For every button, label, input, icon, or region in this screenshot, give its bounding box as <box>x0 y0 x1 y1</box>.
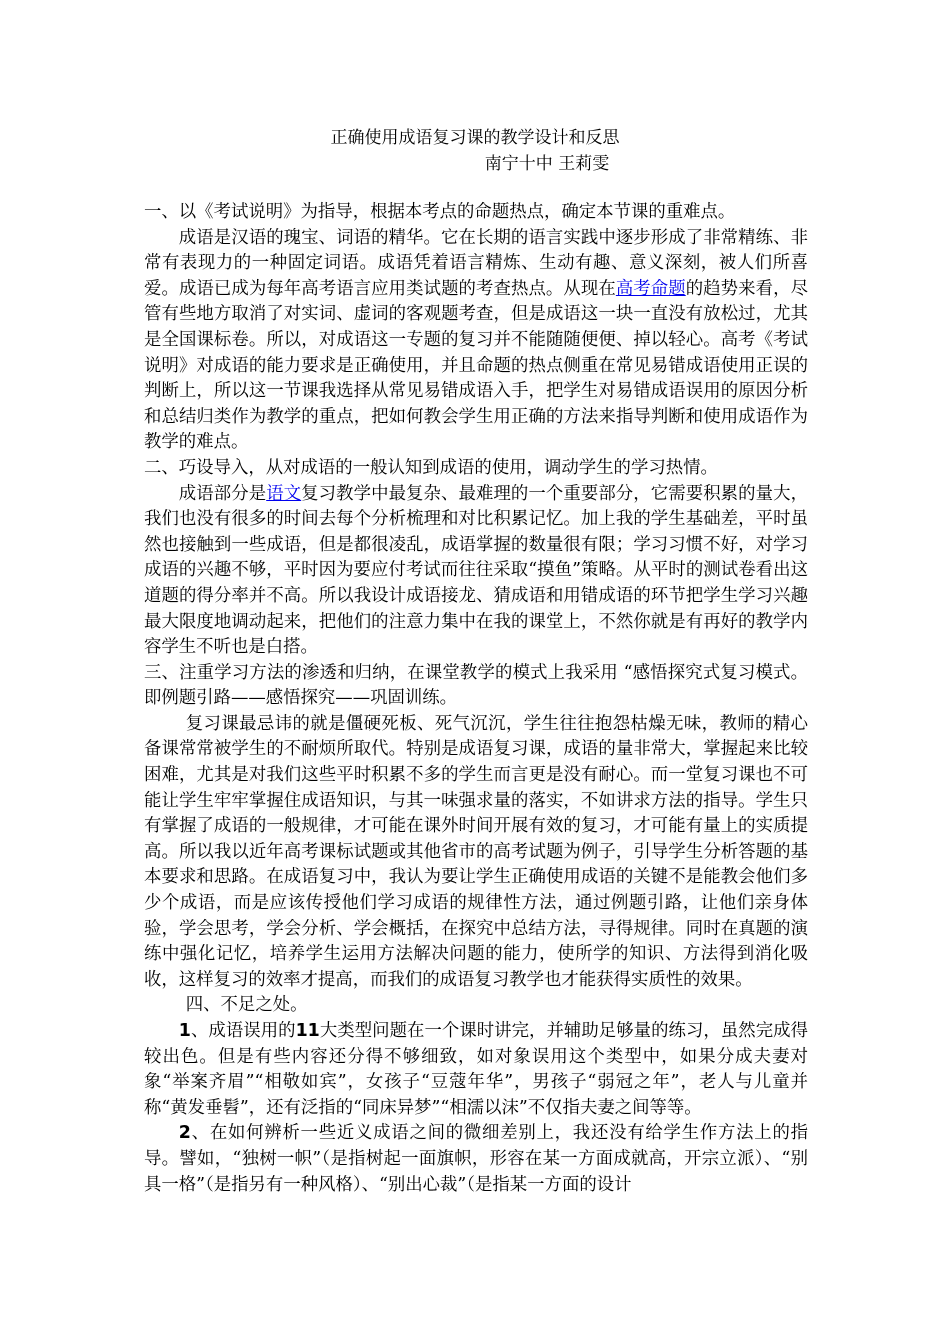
section-heading-3: 三、注重学习方法的渗透和归纳，在课堂教学的模式上我采用 “感悟探究式复习模式。即例题引路——感悟探究——巩固训练。 <box>144 662 808 709</box>
paragraph-1 <box>144 226 808 456</box>
item-count-11: 11 <box>295 1021 320 1041</box>
document-title: 正确使用成语复习课的教学设计和反思 <box>330 128 620 148</box>
paragraph-3: 复习课最忌讳的就是僵硬死板、死气沉沉，学生往往抱怨枯燥无味，教师的精心备课常常被学生的不耐烦所取代。特别是成语复习课，成语的量非常大，掌握起来比较困难，尤其是对我们这些平时积累不多的学生而言更是没有耐心。而一堂复习课也不可能让学生牢牢掌握住成语知识，与其一味强求量的落实，不如讲求方法的指导。学生只有掌握了成语的一般规律，才可能在课外时间开展有效的复习，才可能有量上的实质提高。所以我以近年高考课标试题或其他省市的高考试题为例子，引导学生分析答题的基本要求和思路。在成语复习中，我认为要让学生正确使用成语的关键不是能教会他们多少个成语，而是应该传授他们学习成语的规律性方法，通过例题引路，让他们亲身体验，学会思考，学会分析、学会概括，在探究中总结方法，寻得规律。同时在真题的演练中强化记忆，培养学生运用方法解决问题的能力，使所学的知识、方法得到消化吸收，这样复习的效率才提高，而我们的成语复习教学也才能获得实质性的效果。 <box>144 713 808 990</box>
document-author: 南宁十中 王莉雯 <box>484 154 610 174</box>
paragraph-4-text-b: 大类型问题在一个课时讲完，并辅助足够量的练习，虽然完成得较出色。但是有些内容还分得不够细致，如对象误用这个类型中，如果分成夫妻对象“举案齐眉”“相敬如宾”，女孩子“豆蔻年华”，男孩子“弱冠之年”，老人与儿童并称“黄发垂髫”，还有泛指的“同床异梦”“相濡以沫”不仅指夫妻之间等等。 <box>144 1021 808 1118</box>
document-body <box>144 200 808 1198</box>
section-heading-1: 一、以《考试说明》为指导，根据本考点的命题热点，确定本节课的重难点。 <box>144 202 736 222</box>
item-number-2: 2 <box>178 1123 191 1144</box>
paragraph-4 <box>144 1019 808 1121</box>
paragraph-4-text-a: 、成语误用的 <box>190 1021 296 1041</box>
paragraph-1-text-b: 的趋势来看，尽管有些地方取消了对实词、虚词的客观题考查，但是成语这一块一直没有放松过，尤其是全国课标卷。所以，对成语这一专题的复习并不能随随便便、掉以轻心。高考《考试说明》对成语的能力要求是正确使用，并且命题的热点侧重在常见易错成语使用正误的判断上，所以这一节课我选择从常见易错成语入手，把学生对易错成语误用的原因分析和总结归类作为教学的重点，把如何教会学生用正确的方法来指导判断和使用成语作为教学的难点。 <box>144 278 808 453</box>
paragraph-2-text-b: 复习教学中最复杂、最难理的一个重要部分，它需要积累的量大，我们也没有很多的时间去每个分析梳理和对比积累记忆。加上我的学生基础差，平时虽然也接触到一些成语，但是都很凌乱，成语掌握的数量很有限；学习习惯不好，对学习成语的兴趣不够，平时因为要应付考试而往往采取“摸鱼”策略。从平时的测试卷看出这道题的得分率并不高。所以我设计成语接龙、猜成语和用错成语的环节把学生学习兴趣最大限度地调动起来，把他们的注意力集中在我的课堂上，不然你就是有再好的教学内容学生不听也是白搭。 <box>144 483 808 658</box>
item-number-1: 1 <box>178 1021 191 1041</box>
paragraph-2-text-a: 成语部分是 <box>178 483 267 504</box>
paragraph-1-text-a: 成语是汉语的瑰宝、词语的精华。它在长期的语言实践中逐步形成了非常精练、非常有表现力的一种固定词语。成语凭着语言精炼、生动有趣、意义深刻，被人们所喜爱。成语已成为每年高考语言应用类试题的考查热点。从现在 <box>144 227 808 299</box>
section-heading-2: 二、巧设导入，从对成语的一般认知到成语的使用，调动学生的学习热情。 <box>144 457 718 478</box>
paragraph-2 <box>144 482 808 661</box>
section-heading-4: 四、不足之处。 <box>185 995 308 1016</box>
yuwen-link[interactable]: 语文 <box>266 483 302 504</box>
gaokao-link[interactable]: 高考命题 <box>615 278 686 299</box>
paragraph-5 <box>144 1121 808 1198</box>
paragraph-5-text-a: 、在如何辨析一些近义成语之间的微细差别上，我还没有给学生作方法上的指导。譬如，“独树一帜”（是指树起一面旗帜，形容在某一方面成就高，开宗立派）、“别具一格”（是指另有一种风格）、“别出心裁”（是指某一方面的设计 <box>144 1123 808 1195</box>
